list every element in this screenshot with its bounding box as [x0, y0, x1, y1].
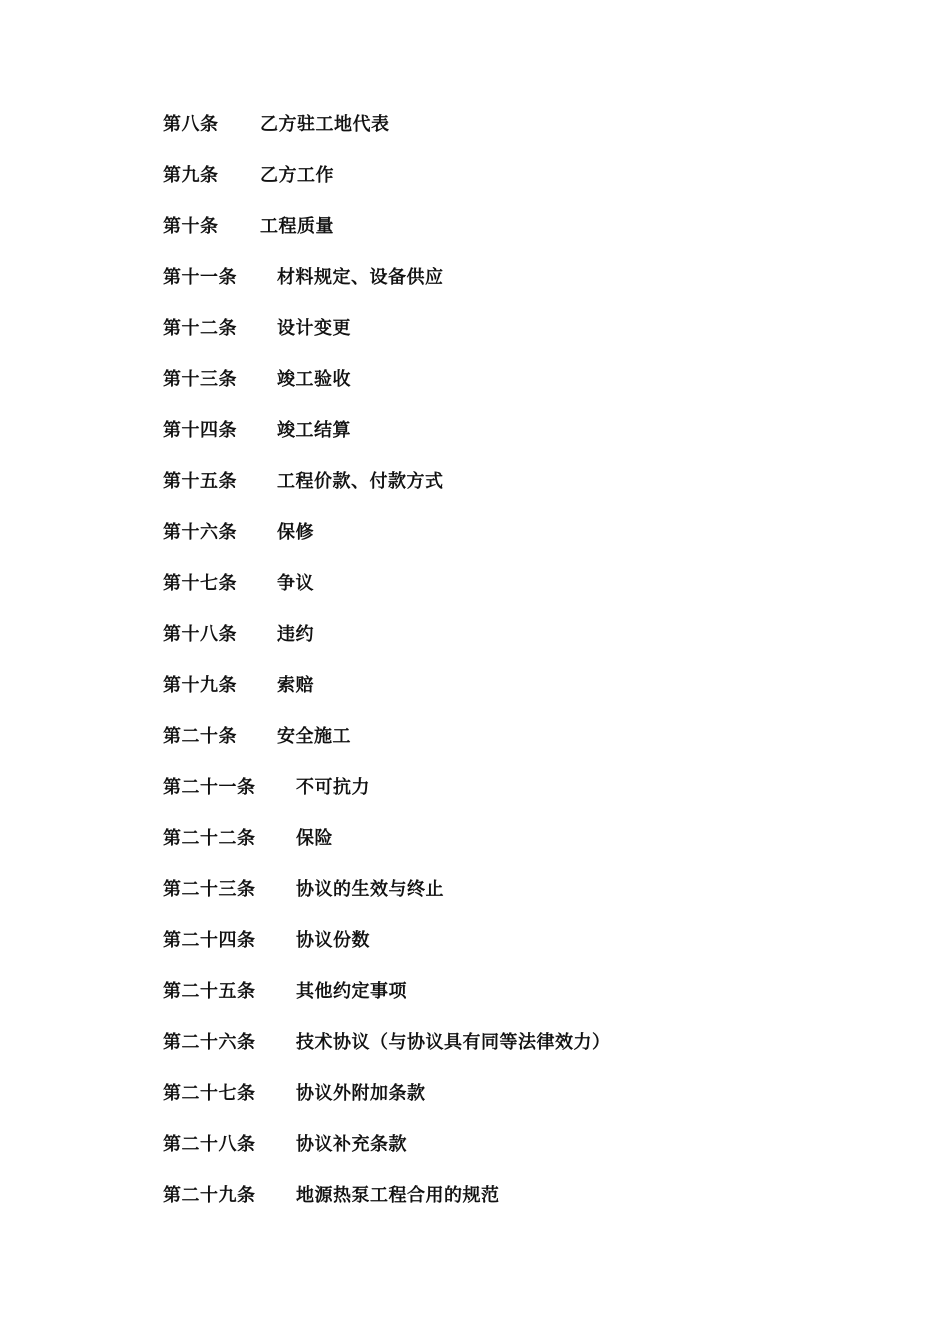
article-title: 设计变更 — [277, 318, 351, 339]
list-item — [163, 826, 863, 877]
list-item — [163, 571, 863, 622]
article-number: 第十二条 — [163, 318, 237, 339]
article-number: 第十八条 — [163, 624, 237, 645]
article-number: 第十九条 — [163, 675, 237, 696]
article-title: 协议份数 — [296, 930, 370, 951]
article-title: 不可抗力 — [296, 777, 370, 798]
article-number: 第二十一条 — [163, 777, 256, 798]
article-number: 第二十三条 — [163, 879, 256, 900]
article-title: 工程价款、付款方式 — [277, 471, 444, 492]
list-item — [163, 367, 863, 418]
article-title: 保险 — [296, 828, 333, 849]
article-number: 第二十七条 — [163, 1083, 256, 1104]
article-title: 索赔 — [277, 675, 314, 696]
list-item — [163, 520, 863, 571]
list-item — [163, 469, 863, 520]
article-number: 第十条 — [163, 216, 219, 237]
article-title: 乙方驻工地代表 — [260, 114, 390, 135]
list-item — [163, 316, 863, 367]
article-number: 第十五条 — [163, 471, 237, 492]
article-title: 乙方工作 — [260, 165, 334, 186]
article-number: 第二十六条 — [163, 1032, 256, 1053]
list-item — [163, 418, 863, 469]
article-number: 第二十二条 — [163, 828, 256, 849]
article-list — [163, 112, 863, 1234]
article-number: 第九条 — [163, 165, 219, 186]
article-number: 第十三条 — [163, 369, 237, 390]
list-item — [163, 1030, 863, 1081]
article-number: 第二十八条 — [163, 1134, 256, 1155]
article-number: 第二十五条 — [163, 981, 256, 1002]
article-number: 第八条 — [163, 114, 219, 135]
article-title: 安全施工 — [277, 726, 351, 747]
list-item — [163, 877, 863, 928]
article-title: 协议补充条款 — [296, 1134, 407, 1155]
list-item — [163, 265, 863, 316]
article-title: 保修 — [277, 522, 314, 543]
list-item — [163, 979, 863, 1030]
list-item — [163, 724, 863, 775]
article-title: 竣工结算 — [277, 420, 351, 441]
article-number: 第十四条 — [163, 420, 237, 441]
article-title: 其他约定事项 — [296, 981, 407, 1002]
article-title: 协议的生效与终止 — [296, 879, 444, 900]
article-number: 第二十四条 — [163, 930, 256, 951]
list-item — [163, 163, 863, 214]
article-title: 地源热泵工程合用的规范 — [296, 1185, 500, 1206]
article-number: 第二十九条 — [163, 1185, 256, 1206]
list-item — [163, 1081, 863, 1132]
list-item — [163, 622, 863, 673]
article-number: 第二十条 — [163, 726, 237, 747]
article-title: 工程质量 — [260, 216, 334, 237]
list-item — [163, 112, 863, 163]
article-title: 违约 — [277, 624, 314, 645]
article-title: 争议 — [277, 573, 314, 594]
list-item — [163, 928, 863, 979]
list-item — [163, 1183, 863, 1234]
article-number: 第十七条 — [163, 573, 237, 594]
list-item — [163, 775, 863, 826]
article-title: 技术协议（与协议具有同等法律效力） — [296, 1032, 611, 1053]
article-number: 第十六条 — [163, 522, 237, 543]
article-title: 材料规定、设备供应 — [277, 267, 444, 288]
article-title: 协议外附加条款 — [296, 1083, 426, 1104]
list-item — [163, 1132, 863, 1183]
list-item — [163, 673, 863, 724]
article-title: 竣工验收 — [277, 369, 351, 390]
list-item — [163, 214, 863, 265]
article-number: 第十一条 — [163, 267, 237, 288]
